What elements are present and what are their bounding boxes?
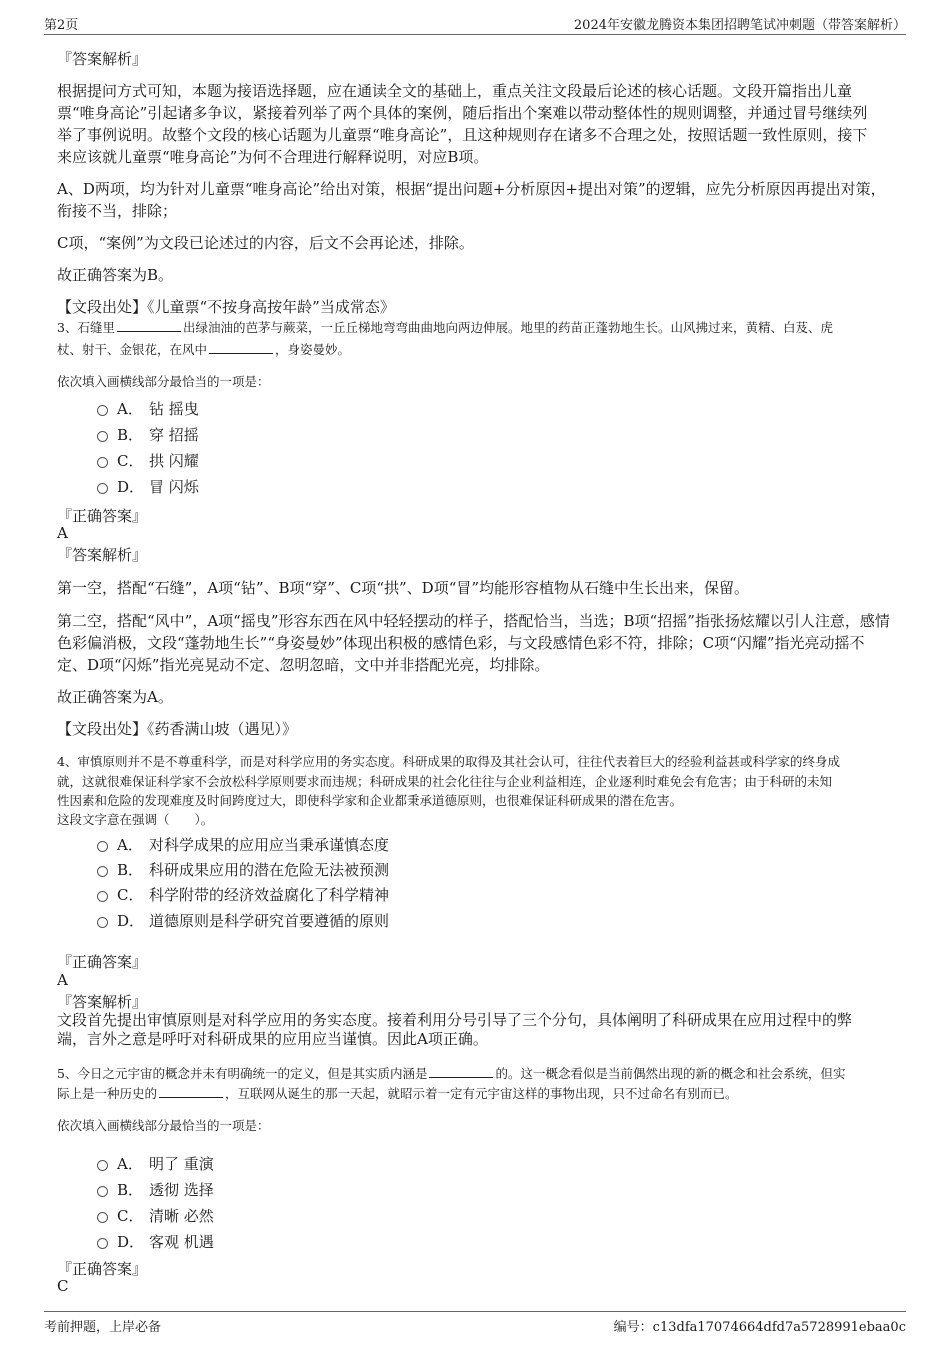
q4-stem-line: 4、审慎原则并不是不尊重科学，而是对科学应用的务实态度。科研成果的取得及其社会认可，往往代表着巨大的经验利益甚或科学家的终身成 <box>57 754 840 769</box>
q2-analysis-line: 来应该就儿童票“唯身高论”为何不合理进行解释说明，对应B项。 <box>57 148 489 166</box>
radio-icon[interactable] <box>97 457 108 468</box>
q3-answer: A <box>57 524 68 542</box>
q3-analysis-p1: 第一空，搭配“石缝”，A项“钻”、B项“穿”、C项“拱”、D项“冒”均能形容植物从石缝中生长出来，保留。 <box>57 579 750 597</box>
q5-stem-line: 5、今日之元宇宙的概念并未有明确统一的定义，但是其实质内涵是 的。这一概念看似是当前偶然出现的新的概念和社会系统，但实 <box>57 1066 846 1081</box>
q5-option-b[interactable]: B． 透彻 选择 <box>97 1179 214 1199</box>
q4-option-d[interactable]: D． 道德原则是科学研究首要遵循的原则 <box>97 910 389 930</box>
source-title: 《药香满山坡（遇见）》 <box>147 720 298 738</box>
q3-analysis-p2-line: 第二空，搭配“风中”，A项“摇曳”形容东西在风中轻轻摆动的样子，搭配恰当，当选；B项“招摇”指张扬炫耀以引人注意，感情 <box>57 612 890 630</box>
fill-blank <box>209 341 273 354</box>
q2-conclusion: 故正确答案为B。 <box>57 266 174 284</box>
radio-icon[interactable] <box>97 917 108 928</box>
radio-icon[interactable] <box>97 866 108 877</box>
q5-prompt: 依次填入画横线部分最恰当的一项是： <box>57 1118 270 1133</box>
q4-analysis-line: 端，言外之意是呼吁对科研成果的应用应当谨慎。因此A项正确。 <box>57 1030 488 1048</box>
radio-icon[interactable] <box>97 891 108 902</box>
q2-analysis-c: C项，“案例”为文段已论述过的内容，后文不会再论述，排除。 <box>57 234 474 252</box>
radio-icon[interactable] <box>97 841 108 852</box>
radio-icon[interactable] <box>97 483 108 494</box>
q5-answer: C <box>57 1277 69 1295</box>
page-number: 第2页 <box>44 18 79 33</box>
correct-answer-label: 『正确答案』 <box>57 953 148 971</box>
radio-icon[interactable] <box>97 405 108 416</box>
document-title: 2024年安徽龙腾资本集团招聘笔试冲刺题（带答案解析） <box>573 18 906 33</box>
q2-analysis-ad-line: 衔接不当，排除； <box>57 202 178 220</box>
page-header <box>44 14 906 35</box>
q4-option-a[interactable]: A． 对科学成果的应用应当秉承谨慎态度 <box>97 834 389 854</box>
radio-icon[interactable] <box>97 1186 108 1197</box>
q2-analysis-ad-line: A、D两项，均为针对儿童票“唯身高论”给出对策，根据“提出问题+分析原因+提出对策”的逻辑，应先分析原因再提出对策， <box>57 180 886 198</box>
source-title: 《儿童票“不按身高按年龄”当成常态》 <box>147 298 395 316</box>
radio-icon[interactable] <box>97 1160 108 1171</box>
document-code: 编号：c13dfa17074664dfd7a5728991ebaa0c <box>613 1320 906 1335</box>
analysis-label: 『答案解析』 <box>57 546 148 564</box>
q3-conclusion: 故正确答案为A。 <box>57 688 173 706</box>
q4-option-b[interactable]: B． 科研成果应用的潜在危险无法被预测 <box>97 859 389 879</box>
q3-stem-line: 杖、射干、金银花，在风中 ，身姿曼妙。 <box>57 342 351 357</box>
radio-icon[interactable] <box>97 1212 108 1223</box>
correct-answer-label: 『正确答案』 <box>57 507 148 525</box>
q2-analysis-line: 举了事例说明。故整个文段的核心话题为儿童票“唯身高论”，且这种规则存在诸多不合理之处，按照话题一致性原则，接下 <box>57 126 868 144</box>
q3-option-b[interactable]: B． 穿 招摇 <box>97 424 199 444</box>
radio-icon[interactable] <box>97 1238 108 1249</box>
q3-source <box>57 718 297 740</box>
q3-stem-line: 3、石缝里 出绿油油的芭茅与蕨菜，一丘丘梯地弯弯曲曲地向两边伸展。地里的药苗正蓬勃地生长。山风拂过来，黄精、白芨、虎 <box>57 320 833 335</box>
fill-blank <box>159 1085 223 1098</box>
q5-option-a[interactable]: A． 明了 重演 <box>97 1153 214 1173</box>
source-label: 【文段出处】 <box>57 720 148 738</box>
radio-icon[interactable] <box>97 431 108 442</box>
q4-answer: A <box>57 971 68 989</box>
fill-blank <box>117 319 181 332</box>
q2-analysis-line: 根据提问方式可知，本题为接语选择题，应在通读全文的基础上，重点关注文段最后论述的核心话题。文段开篇指出儿童 <box>57 82 853 100</box>
q5-option-c[interactable]: C． 清晰 必然 <box>97 1205 214 1225</box>
q4-option-c[interactable]: C． 科学附带的经济效益腐化了科学精神 <box>97 884 389 904</box>
q3-option-a[interactable]: A． 钻 摇曳 <box>97 398 199 418</box>
q3-analysis-p2-line: 色彩偏消极，文段“蓬勃地生长”“身姿曼妙”体现出积极的感情色彩，与文段感情色彩不符，排除；C项“闪耀”指光亮动摇不 <box>57 634 865 652</box>
q5-option-d[interactable]: D． 客观 机遇 <box>97 1231 214 1251</box>
q5-stem-line: 际上是一种历史的 ，互联网从诞生的那一天起，就昭示着一定有元宇宙这样的事物出现，只不过命名有别而已。 <box>57 1086 738 1101</box>
q3-analysis-p2-line: 定、D项“闪烁”指光亮晃动不定、忽明忽暗，文中并非搭配光亮，均排除。 <box>57 656 550 674</box>
q2-source <box>57 296 395 318</box>
footer-motto: 考前押题，上岸必备 <box>44 1320 162 1335</box>
source-label: 【文段出处】 <box>57 298 148 316</box>
q3-prompt: 依次填入画横线部分最恰当的一项是： <box>57 374 270 389</box>
q4-stem-line: 性因素和危险的发现难度及时间跨度过大，即使科学家和企业都秉承道德原则，也很难保证科研成果的潜在危害。 <box>57 793 683 808</box>
q3-option-c[interactable]: C． 拱 闪耀 <box>97 450 199 470</box>
analysis-label: 『答案解析』 <box>57 50 148 68</box>
correct-answer-label: 『正确答案』 <box>57 1260 148 1278</box>
q4-analysis-line: 文段首先提出审慎原则是对科学应用的务实态度。接着利用分号引导了三个分句，具体阐明了科研成果在应用过程中的弊 <box>57 1011 853 1029</box>
page-footer <box>44 1311 906 1334</box>
fill-blank <box>429 1065 493 1078</box>
analysis-label: 『答案解析』 <box>57 993 148 1011</box>
q4-stem-line: 就，这就很难保证科学家不会放松科学原则要求而违规；科研成果的社会化往往与企业利益相连，企业逐利时难免会有危害；由于科研的未知 <box>57 774 833 789</box>
q3-option-d[interactable]: D． 冒 闪烁 <box>97 476 199 496</box>
q2-analysis-line: 票“唯身高论”引起诸多争议，紧接着列举了两个具体的案例，随后指出个案难以带动整体性的规则调整，并通过冒号继续列 <box>57 104 868 122</box>
q4-question: 这段文字意在强调（ ）。 <box>57 812 214 827</box>
